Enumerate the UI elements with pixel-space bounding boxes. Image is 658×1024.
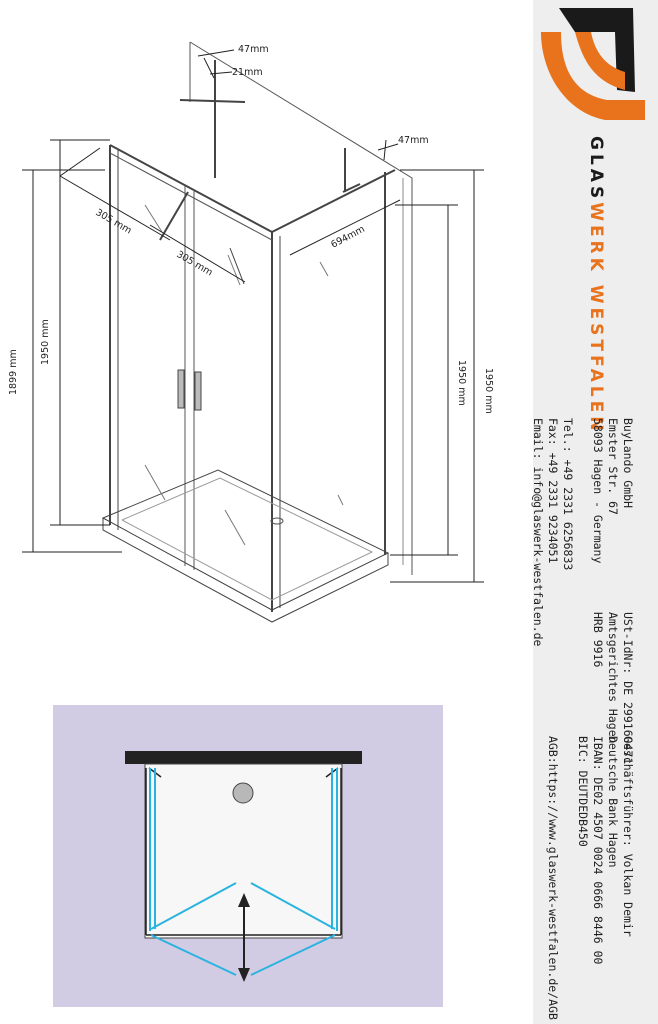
brand-part2: WERK WESTFALEN <box>586 202 606 435</box>
top-side-rail <box>272 170 395 232</box>
company-court: Amtsgerichtes Hagen <box>606 612 620 744</box>
company-ceo: Geschäftsführer: Volkan Demir <box>621 736 635 937</box>
front-frame <box>110 145 272 612</box>
dim-side-width: 694mm <box>329 223 367 251</box>
dim-height-right-outer: 1950 mm <box>483 368 494 414</box>
company-city: 58093 Hagen - Germany <box>591 418 605 564</box>
tray-inner <box>122 478 372 600</box>
brand-part1: GLAS <box>586 136 606 203</box>
diagonal-brace <box>160 192 188 240</box>
dim-top-offset: 21mm <box>232 67 263 78</box>
company-tel: Tel.: +49 2331 6256833 <box>561 418 575 571</box>
dim-left-door-a: 305 mm <box>93 207 134 237</box>
company-fax: Fax: +49 2331 9234051 <box>546 418 560 564</box>
company-street: Emster Str. 67 <box>606 418 620 515</box>
drain-icon <box>233 783 253 803</box>
bank-block <box>575 736 635 964</box>
brand-wordmark <box>586 136 606 434</box>
company-bic: BIC: DEUTDEDB450 <box>576 736 590 847</box>
plan-view-panel <box>53 705 443 1007</box>
dim-top-depth: 47mm <box>238 44 269 55</box>
plan-view-diagram <box>53 705 443 1007</box>
company-agb[interactable]: AGB:https://www.glaswerk-westfalen.de/AGB <box>546 736 560 1020</box>
company-email: Email: info@glaswerk-westfalen.de <box>531 418 545 647</box>
dim-height-left-outer: 1899 mm <box>8 349 19 395</box>
door-handle <box>178 370 184 408</box>
dim-height-left-inner: 1950 mm <box>40 319 51 365</box>
dim-height-right-inner: 1950 mm <box>456 360 467 406</box>
door-handle-back <box>195 372 201 410</box>
tray-front-edge <box>103 518 388 622</box>
dim-right-depth: 47mm <box>398 135 429 146</box>
company-logo <box>535 2 655 127</box>
company-name: BuyLando GmbH <box>621 418 635 509</box>
company-bank: Deutsche Bank Hagen <box>606 736 620 868</box>
shower-tray <box>103 470 388 610</box>
company-ust: USt-IdNr: DE 299160471 <box>621 612 635 765</box>
agb-line <box>545 736 560 1020</box>
company-iban: IBAN: DE02 4507 0024 0666 8446 00 <box>591 736 605 965</box>
back-wall-outline <box>190 42 412 575</box>
top-rail-lower <box>110 153 272 240</box>
company-hrb: HRB 9916 <box>591 612 605 668</box>
wall-bar <box>125 751 362 764</box>
dim-left-door-b: 305 mm <box>174 249 215 279</box>
